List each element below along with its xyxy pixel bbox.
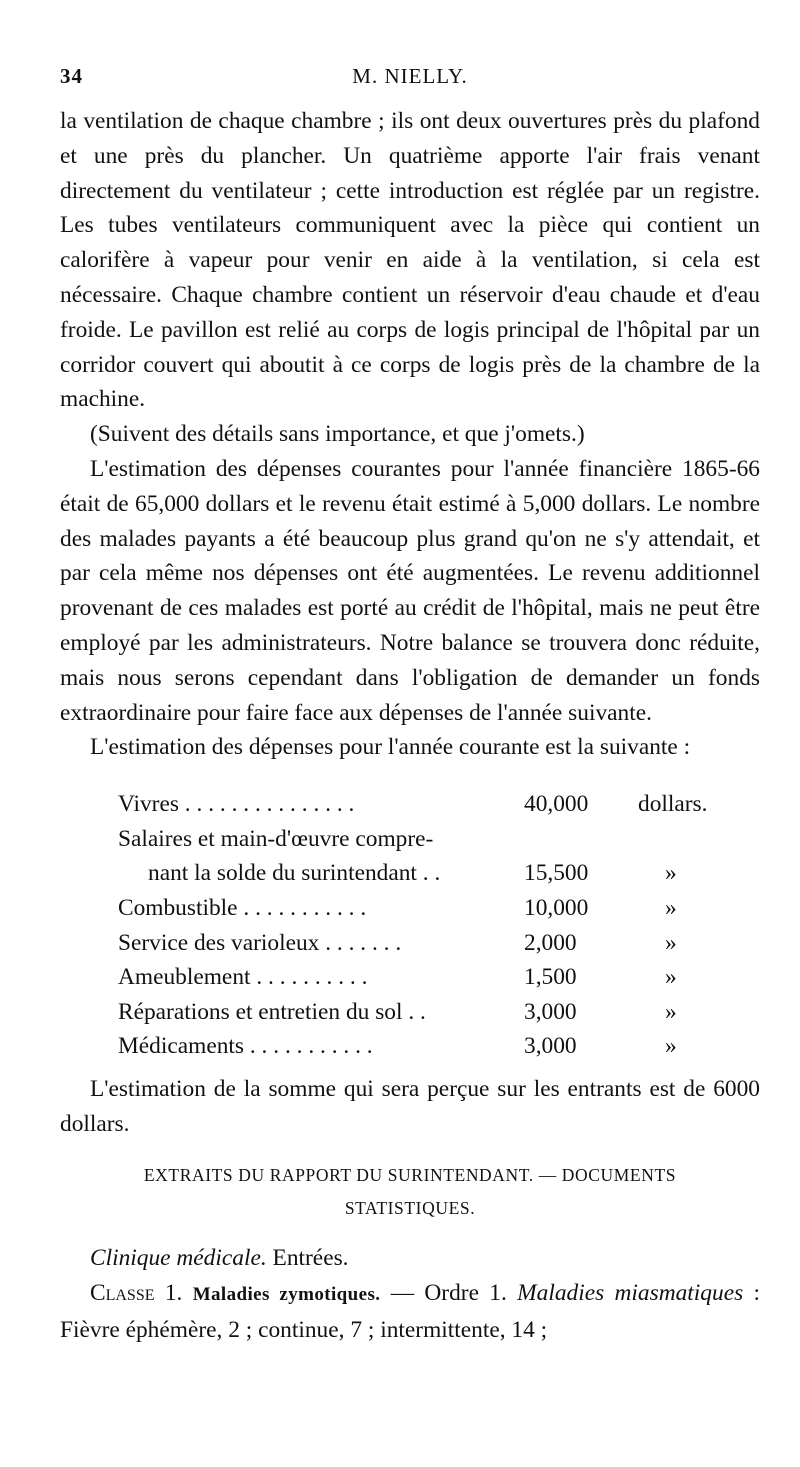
expense-unit: dollars. xyxy=(638,791,708,818)
expense-label: Réparations et entretien du sol . . xyxy=(118,998,426,1025)
paragraph: L'estimation des dépenses pour l'année courante est la suivante : xyxy=(90,734,691,761)
expense-row xyxy=(60,822,760,857)
expense-unit: » xyxy=(665,860,677,887)
expense-label: Médicaments . . . . . . . . . . . xyxy=(118,1033,373,1060)
expense-amount: 15,500 xyxy=(524,860,589,887)
classe-italic: Maladies miasmatiques xyxy=(517,1280,744,1307)
expense-row xyxy=(60,787,760,822)
expense-label: Ameublement . . . . . . . . . . xyxy=(118,964,368,991)
expense-row xyxy=(60,960,760,995)
paragraph: (Suivent des détails sans importance, et que j'omets.) xyxy=(90,421,585,448)
expense-row xyxy=(60,1029,760,1064)
expense-unit: » xyxy=(665,998,677,1025)
expense-unit: » xyxy=(665,929,677,956)
page-header xyxy=(60,64,760,100)
expense-amount: 3,000 xyxy=(524,998,577,1025)
expense-label: Salaires et main-d'œuvre compre- xyxy=(118,825,434,852)
classe-mid: — Ordre 1. xyxy=(380,1280,518,1307)
section-title-continued: STATISTIQUES. xyxy=(344,1198,476,1219)
expense-unit: » xyxy=(665,1033,677,1060)
expense-unit: » xyxy=(665,964,677,991)
expense-label: nant la solde du surintendant . . xyxy=(148,860,441,887)
expense-row xyxy=(60,926,760,961)
expense-label: Vivres . . . . . . . . . . . . . . . xyxy=(118,791,355,818)
subheading xyxy=(60,1241,760,1276)
page-body xyxy=(60,104,760,1348)
classe-prefix: Classe 1. xyxy=(90,1280,183,1307)
expense-row xyxy=(60,856,760,891)
expense-label: Service des varioleux . . . . . . . xyxy=(118,929,402,956)
paragraph: L'estimation des dépenses courantes pour l'année financière 1865-66 était de 65,000 dollars et le revenu était estimé à 5,000 dollars. Le nombre des malades payants a été beaucoup plus grand qu'on ne s'y attendait, et par cela même nos dépenses ont été augmentées. Le revenu additionnel provenant de ces malades est porté au crédit de l'hôpital, mais ne peut être employé par les administrateurs. Notre balance se trouvera donc réduite, mais nous serons cependant dans l'obligation de demander un fonds extraordinaire pour faire face aux dépenses de l'année suivante. xyxy=(60,455,760,726)
expense-amount: 2,000 xyxy=(524,929,577,956)
classe-paragraph xyxy=(60,1276,760,1348)
expense-unit: » xyxy=(665,894,677,921)
expense-amount: 3,000 xyxy=(524,1033,577,1060)
paragraph: la ventilation de chaque chambre ; ils ont deux ouvertures près du plafond et une près du plancher. Un quatrième apporte l'air frais venant directement du ventilateur ; cette introduction est réglée par un registre. Les tubes ventilateurs communiquent avec la pièce qui contient un calorifère à vapeur pour venir en aide à la ventilation, si cela est nécessaire. Chaque chambre contient un réservoir d'eau chaude et d'eau froide. Le pavillon est relié au corps de logis principal de l'hôpital par un corridor couvert qui aboutit à ce corps de logis près de la chambre de la machine. xyxy=(60,108,760,413)
expense-row xyxy=(60,995,760,1030)
subheading-rest: Entrées. xyxy=(266,1245,349,1272)
classe-rest: : Fièvre éphémère, 2 ; continue, 7 ; intermittente, 14 ; xyxy=(60,1280,761,1344)
closing-paragraph: L'estimation de la somme qui sera perçue sur les entrants est de 6000 dollars. xyxy=(60,1075,760,1137)
expense-label: Combustible . . . . . . . . . . . xyxy=(118,894,367,921)
expense-amount: 40,000 xyxy=(524,791,589,818)
expense-amount: 1,500 xyxy=(524,964,577,991)
running-title: M. NIELLY. xyxy=(352,64,468,88)
classe-bold: Maladies zymotiques. xyxy=(192,1284,381,1306)
expense-row xyxy=(60,891,760,926)
page-number: 34 xyxy=(60,64,83,88)
section-title: EXTRAITS DU RAPPORT DU SURINTENDANT. — DOCUMENTS xyxy=(143,1165,677,1186)
subheading-italic: Clinique médicale. xyxy=(90,1245,267,1272)
expense-table xyxy=(60,787,760,1064)
expense-amount: 10,000 xyxy=(524,894,589,921)
